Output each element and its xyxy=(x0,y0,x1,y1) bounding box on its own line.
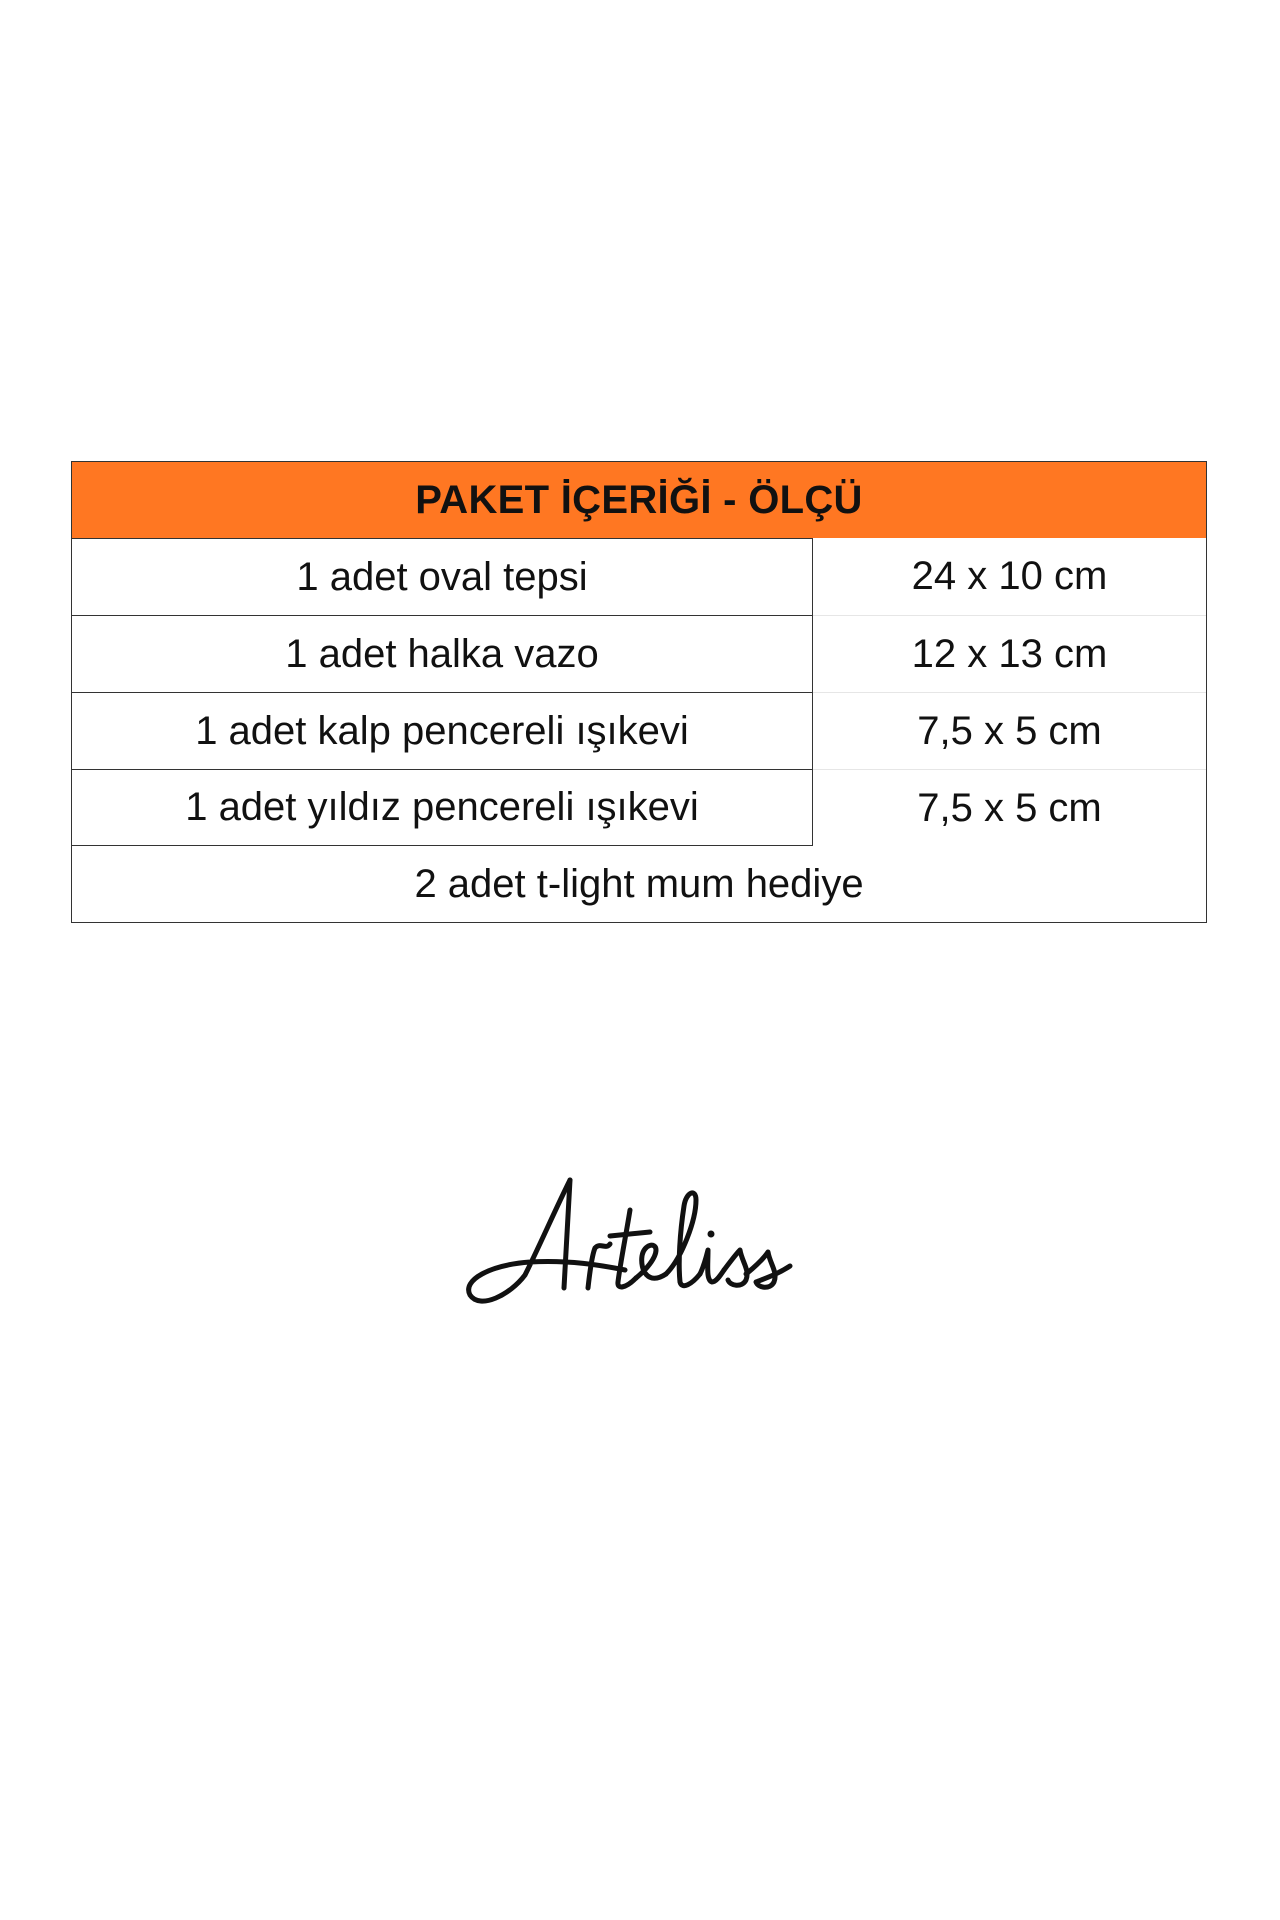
item-name: 1 adet halka vazo xyxy=(72,615,813,692)
item-size: 7,5 x 5 cm xyxy=(813,692,1206,769)
item-name: 1 adet kalp pencereli ışıkevi xyxy=(72,692,813,769)
item-size: 7,5 x 5 cm xyxy=(813,769,1206,846)
table-row xyxy=(72,615,1206,692)
item-size: 24 x 10 cm xyxy=(911,554,1108,598)
item-name: 1 adet yıldız pencereli ışıkevi xyxy=(72,769,813,846)
table-row xyxy=(72,538,1206,615)
table-row xyxy=(72,692,1206,769)
package-contents-table xyxy=(71,461,1207,923)
item-size: 12 x 13 cm xyxy=(813,615,1206,692)
item-name: 1 adet oval tepsi xyxy=(72,538,813,615)
table-row xyxy=(72,769,1206,846)
arteliss-logo xyxy=(460,1170,820,1340)
table-footer: 2 adet t-light mum hediye xyxy=(414,861,864,906)
table-header: PAKET İÇERİĞİ - ÖLÇÜ xyxy=(72,462,1206,538)
